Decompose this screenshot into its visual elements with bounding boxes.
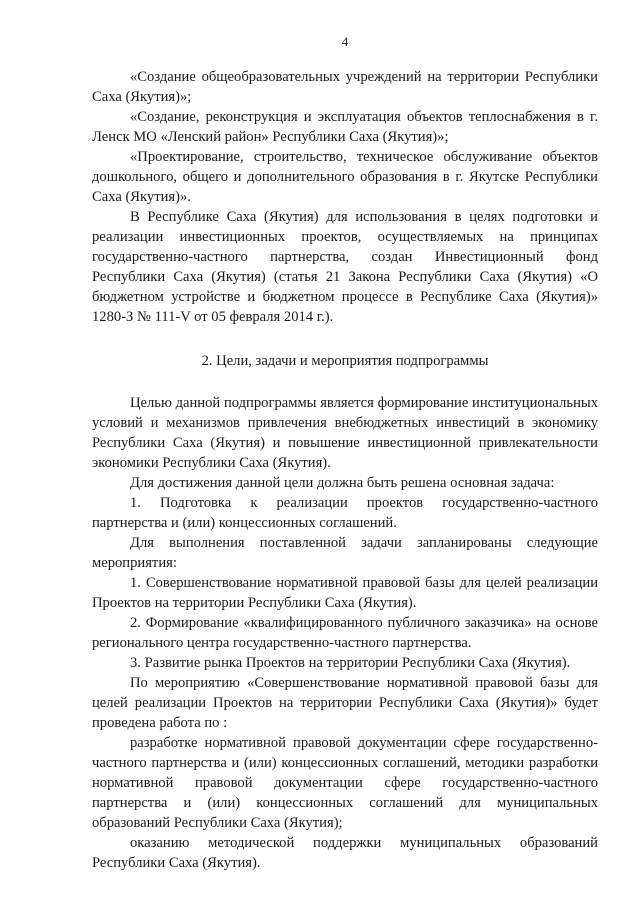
paragraph-project-heating: «Создание, реконструкция и эксплуатация объектов теплоснабжения в г. Ленск МО «Ленский район» Республики Саха (Якутия)»; bbox=[92, 109, 598, 145]
paragraph-project-education: «Проектирование, строительство, техническое обслуживание объектов дошкольного, общего и дополнительного образования в г. Якутске Республики Саха (Якутия)». bbox=[92, 149, 598, 205]
paragraph-task-1: 1. Подготовка к реализации проектов государственно-частного партнерства и (или) концессионных соглашений. bbox=[92, 495, 598, 531]
paragraph-investment-fund: В Республике Саха (Якутия) для использования в целях подготовки и реализации инвестиционных проектов, осуществляемых на принципах государственно-частного партнерства, создан Инвестиционный фонд Республики Саха (Якутия) (статья 21 Закона Республики Саха (Якутия) «О бюджетном устройстве и бюджетном процессе в Республике Саха (Якутия)» 1280-З № 111-V от 05 февраля 2014 г.). bbox=[92, 209, 598, 325]
paragraph-measure-3: 3. Развитие рынка Проектов на территории Республики Саха (Якутия). bbox=[130, 655, 571, 671]
paragraph-work-documentation: разработке нормативной правовой документации сфере государственно-частного партнерства и (или) концессионных соглашений, методики разработки нормативной правовой документации сфере государственно-частного партнерства и (или) концессионных соглашений для муниципальных образований Республики Саха (Якутия); bbox=[92, 735, 598, 831]
paragraph-project-schools: «Создание общеобразовательных учреждений на территории Республики Саха (Якутия)»; bbox=[92, 69, 598, 105]
paragraph-task-intro: Для достижения данной цели должна быть решена основная задача: bbox=[130, 475, 555, 491]
paragraph-measure-1: 1. Совершенствование нормативной правовой базы для целей реализации Проектов на территории Республики Саха (Якутия). bbox=[92, 575, 598, 611]
page-number: 4 bbox=[341, 34, 349, 49]
paragraph-work-intro: По мероприятию «Совершенствование нормативной правовой базы для целей реализации Проектов на территории Республики Саха (Якутия)» будет проведена работа по : bbox=[92, 675, 598, 731]
section-heading: 2. Цели, задачи и мероприятия подпрограммы bbox=[201, 353, 489, 369]
document-body bbox=[92, 67, 598, 873]
paragraph-work-support: оказанию методической поддержки муниципальных образований Республики Саха (Якутия). bbox=[92, 835, 598, 871]
paragraph-measure-2: 2. Формирование «квалифицированного публичного заказчика» на основе регионального центра государственно-частного партнерства. bbox=[92, 615, 598, 651]
paragraph-goal: Целью данной подпрограммы является формирование институциональных условий и механизмов привлечения внебюджетных инвестиций в экономику Республики Саха (Якутия) и повышение инвестиционной привлекательности экономики Республики Саха (Якутия). bbox=[92, 395, 598, 471]
paragraph-measures-intro: Для выполнения поставленной задачи запланированы следующие мероприятия: bbox=[92, 535, 598, 571]
